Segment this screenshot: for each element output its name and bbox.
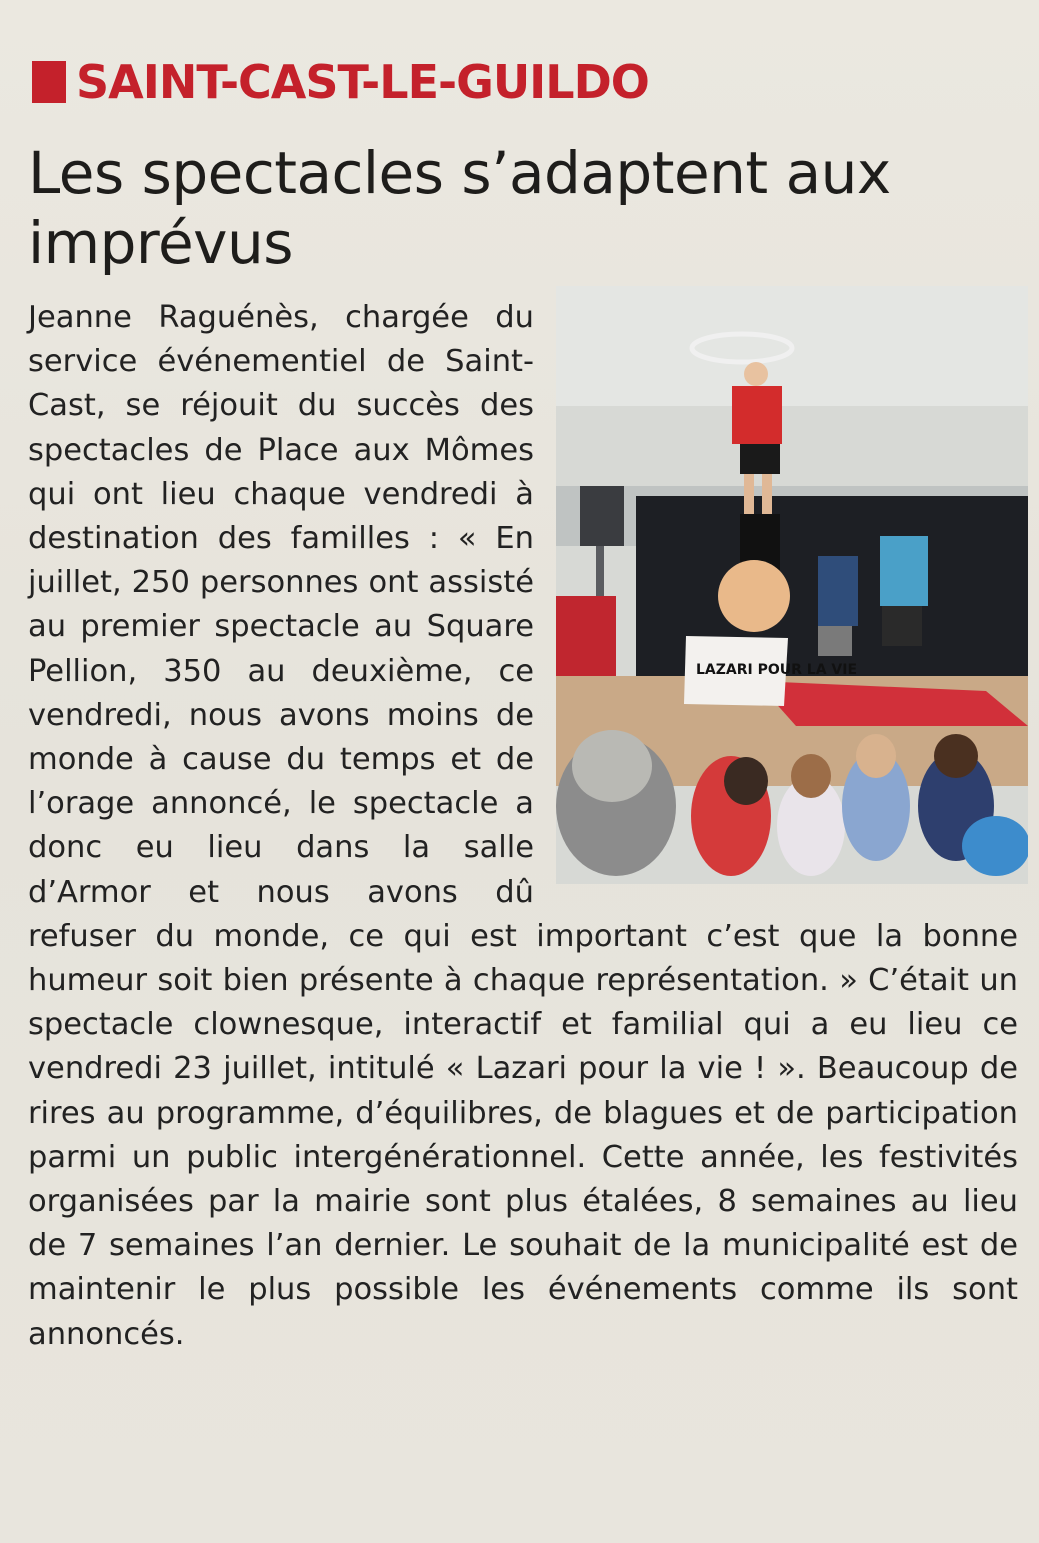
- kicker-square-marker: [32, 61, 66, 103]
- section-kicker: [32, 52, 649, 112]
- article-body: [28, 296, 1018, 1456]
- article-photo: [556, 286, 1028, 884]
- article-body-text: Jeanne Raguénès, chargée du service événementiel de Saint-Cast, se réjouit du succès des spectacles de Place aux Mômes qui ont lieu chaque vendredi à destination des familles : « En juillet, 250 personnes ont assisté au premier spectacle au Square Pellion, 350 au deuxième, ce vendredi, nous avons moins de monde à cause du temps et de l’orage annoncé, le spectacle a donc eu lieu dans la salle d’Armor et nous avons dû refuser du monde, ce qui est important c’est que la bonne humeur soit bien présente à chaque représentation. » C’était un spectacle clownesque, interactif et familial qui a eu lieu ce vendredi 23 juillet, intitulé « Lazari pour la vie ! ». Beaucoup de rires au programme, d’équilibres, de blagues et de participation parmi un public intergénérationnel. Cette année, les festivités organisées par la mairie sont plus étalées, 8 semaines au lieu de 7 semaines l’an dernier. Le souhait de la municipalité est de maintenir le plus possible les événements comme ils sont annoncés.: [28, 300, 1018, 1352]
- article-headline: Les spectacles s’adaptent aux imprévus: [28, 139, 891, 277]
- kicker-text: SAINT-CAST-LE-GUILDO: [76, 55, 649, 109]
- photo-illustration: [556, 286, 1028, 884]
- photo-banner-text: LAZARI POUR LA VIE: [696, 662, 858, 678]
